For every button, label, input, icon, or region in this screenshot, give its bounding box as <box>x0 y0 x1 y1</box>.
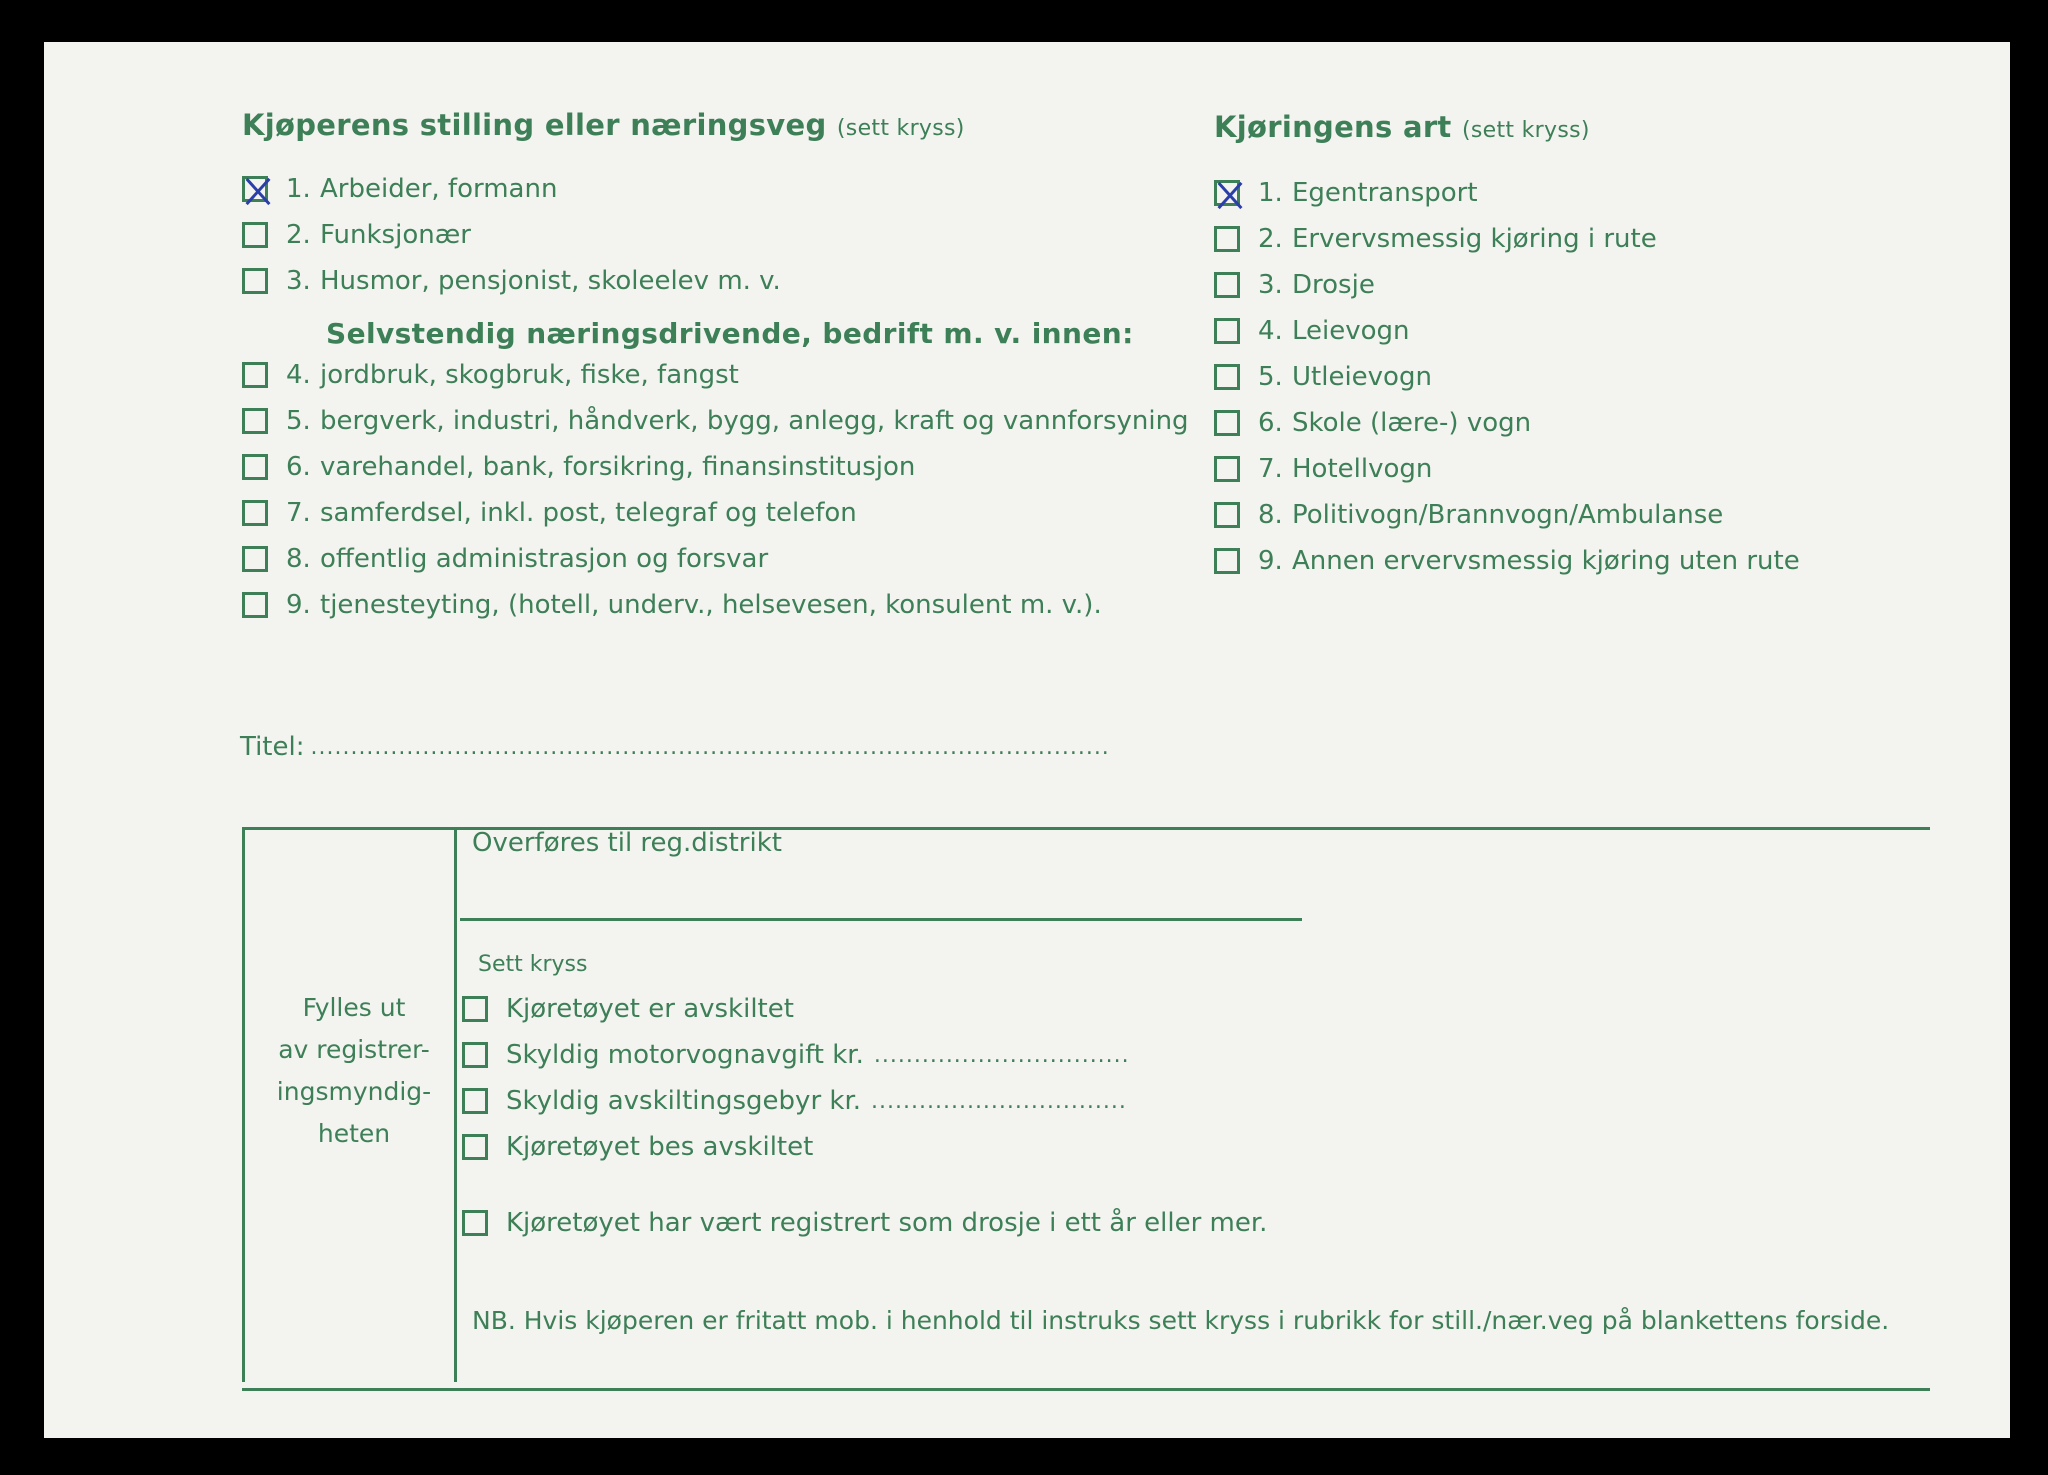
option-label: Ervervsmessig kjøring i rute <box>1292 224 1657 254</box>
option-row <box>1214 316 1410 346</box>
option-row <box>1214 408 1531 438</box>
option-number: 5. <box>286 406 311 436</box>
option-number: 5. <box>1258 362 1283 392</box>
authority-check-label: Skyldig avskiltingsgebyr kr. <box>506 1086 862 1116</box>
left-section-title <box>242 108 965 142</box>
side-label-line: ingsmyndig- <box>276 1077 432 1106</box>
option-number: 4. <box>1258 316 1283 346</box>
option-label: bergverk, industri, håndverk, bygg, anlegg, kraft og vannforsyning <box>320 406 1189 436</box>
option-number: 8. <box>1258 500 1283 530</box>
option-label: Funksjonær <box>320 220 471 250</box>
option-row <box>242 406 1189 436</box>
option-number: 9. <box>1258 546 1283 576</box>
checkbox[interactable] <box>242 408 268 434</box>
right-section-title <box>1214 110 1590 144</box>
authority-check-row <box>462 1086 1127 1116</box>
option-number: 8. <box>286 544 311 574</box>
option-label: samferdsel, inkl. post, telegraf og telefon <box>320 498 857 528</box>
option-number: 6. <box>286 452 311 482</box>
checkbox[interactable] <box>242 362 268 388</box>
checkbox-checked[interactable] <box>1214 180 1240 206</box>
titel-label: Titel: <box>240 732 305 762</box>
option-row <box>1214 178 1478 208</box>
option-label: varehandel, bank, forsikring, finansinstitusjon <box>320 452 916 482</box>
option-row <box>242 220 471 250</box>
option-row <box>1214 500 1723 530</box>
checkbox[interactable] <box>1214 456 1240 482</box>
checkbox[interactable] <box>1214 226 1240 252</box>
option-label: Hotellvogn <box>1292 454 1433 484</box>
option-label: Politivogn/Brannvogn/Ambulanse <box>1292 500 1724 530</box>
checkbox[interactable] <box>242 546 268 572</box>
drosje-checkbox[interactable] <box>462 1210 488 1236</box>
titel-row <box>240 732 1110 762</box>
option-label: offentlig administrasjon og forsvar <box>320 544 769 574</box>
side-label-line: Fylles ut <box>302 993 406 1022</box>
option-number: 7. <box>1258 454 1283 484</box>
side-label-line: av registrer- <box>278 1035 430 1064</box>
drosje-check-label: Kjøretøyet har vært registrert som drosje i ett år eller mer. <box>506 1208 1268 1238</box>
authority-check-row <box>462 1132 813 1162</box>
checkbox[interactable] <box>1214 502 1240 528</box>
option-label: Egentransport <box>1292 178 1478 208</box>
left-title-hint: (sett kryss) <box>836 116 965 141</box>
checkbox[interactable] <box>1214 548 1240 574</box>
authority-check-label: Kjøretøyet bes avskiltet <box>506 1132 814 1162</box>
option-label: Skole (lære-) vogn <box>1292 408 1532 438</box>
option-row <box>1214 270 1375 300</box>
option-number: 4. <box>286 360 311 390</box>
option-number: 1. <box>1258 178 1283 208</box>
checkbox[interactable] <box>462 996 488 1022</box>
option-row <box>242 266 781 296</box>
option-label: Arbeider, formann <box>320 174 558 204</box>
checkbox[interactable] <box>1214 364 1240 390</box>
box-bottom-rule <box>242 1388 1930 1391</box>
option-number: 3. <box>286 266 311 296</box>
option-label: Husmor, pensjonist, skoleelev m. v. <box>320 266 781 296</box>
option-label: Annen ervervsmessig kjøring uten rute <box>1292 546 1800 576</box>
option-row <box>1214 362 1432 392</box>
checkbox[interactable] <box>242 500 268 526</box>
checkbox[interactable] <box>462 1088 488 1114</box>
checkbox[interactable] <box>462 1134 488 1160</box>
authority-check-row <box>462 1040 1130 1070</box>
transfer-label: Overføres til reg.distrikt <box>472 828 782 858</box>
side-label <box>256 987 452 1155</box>
box-divider-rule <box>454 827 457 1382</box>
option-label: Leievogn <box>1292 316 1410 346</box>
left-subheading: Selvstendig næringsdrivende, bedrift m. v. innen: <box>326 317 1134 350</box>
authority-check-label: Skyldig motorvognavgift kr. <box>506 1040 864 1070</box>
option-label: Utleievogn <box>1292 362 1432 392</box>
option-row <box>242 544 768 574</box>
amount-field[interactable]: ................................ <box>871 1088 1127 1114</box>
instruction-label: Sett kryss <box>478 952 588 977</box>
box-left-rule <box>242 827 245 1382</box>
checkbox[interactable] <box>1214 272 1240 298</box>
option-label: Drosje <box>1292 270 1375 300</box>
checkbox[interactable] <box>1214 410 1240 436</box>
option-row <box>1214 454 1432 484</box>
authority-check-row <box>462 994 794 1024</box>
side-label-line: heten <box>317 1119 391 1148</box>
checkbox[interactable] <box>242 454 268 480</box>
right-title-hint: (sett kryss) <box>1462 118 1590 143</box>
option-label: tjenesteyting, (hotell, underv., helsevesen, konsulent m. v.). <box>320 590 1102 620</box>
option-number: 7. <box>286 498 311 528</box>
nb-note: NB. Hvis kjøperen er fritatt mob. i henhold til instruks sett kryss i rubrikk for still./nær.veg på blankettens forside. <box>472 1306 1890 1335</box>
titel-field[interactable]: .................................................................................................... <box>310 734 1110 760</box>
checkbox[interactable] <box>242 592 268 618</box>
checkbox-checked[interactable] <box>242 176 268 202</box>
option-number: 2. <box>286 220 311 250</box>
option-row <box>1214 224 1657 254</box>
amount-field[interactable]: ................................ <box>873 1042 1130 1068</box>
option-row <box>242 452 915 482</box>
form-sheet <box>44 42 2010 1438</box>
option-number: 6. <box>1258 408 1283 438</box>
checkbox[interactable] <box>242 268 268 294</box>
option-label: jordbruk, skogbruk, fiske, fangst <box>320 360 739 390</box>
option-row <box>242 174 557 204</box>
authority-check-label: Kjøretøyet er avskiltet <box>506 994 794 1024</box>
option-number: 2. <box>1258 224 1283 254</box>
drosje-check-row <box>462 1208 1267 1238</box>
transfer-field-line[interactable] <box>460 918 1302 921</box>
option-row <box>242 590 1102 620</box>
option-number: 3. <box>1258 270 1283 300</box>
option-row <box>1214 546 1800 576</box>
checkbox[interactable] <box>462 1042 488 1068</box>
option-row <box>242 498 857 528</box>
checkbox[interactable] <box>242 222 268 248</box>
option-number: 1. <box>286 174 311 204</box>
option-row <box>242 360 739 390</box>
checkbox[interactable] <box>1214 318 1240 344</box>
right-title-text: Kjøringens art <box>1214 110 1452 144</box>
option-number: 9. <box>286 590 311 620</box>
left-title-text: Kjøperens stilling eller næringsveg <box>242 108 827 142</box>
